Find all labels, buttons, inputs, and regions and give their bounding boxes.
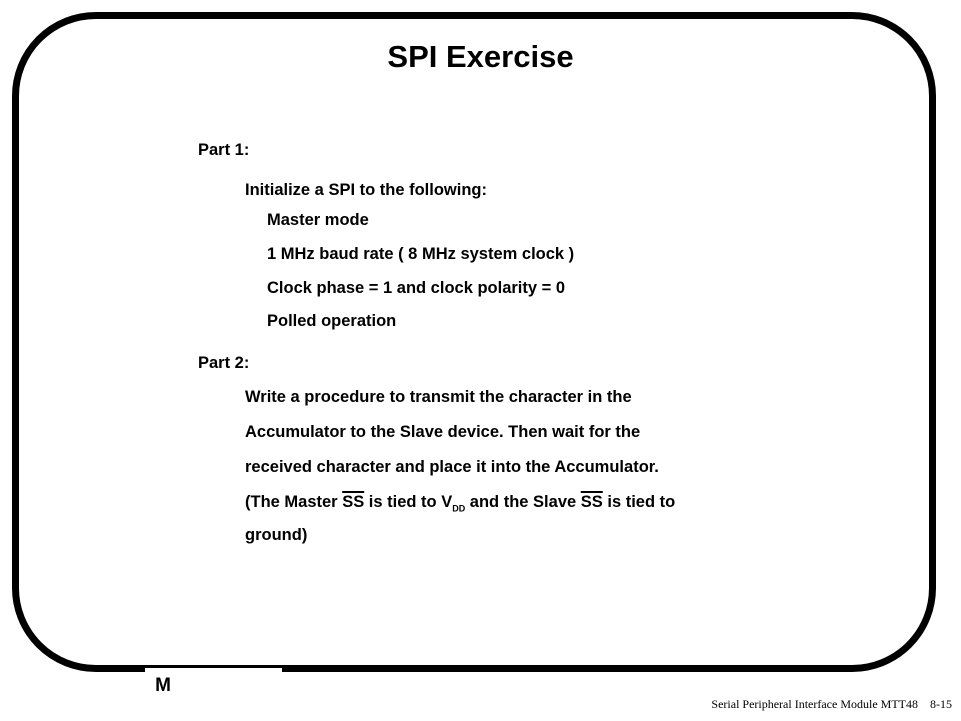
note-prefix: (The Master [245, 493, 343, 511]
slide-footer [711, 697, 952, 711]
part1-item: Clock phase = 1 and clock polarity = 0 [267, 279, 566, 297]
footer-text: Serial Peripheral Interface Module MTT48 [711, 697, 918, 711]
part2-line: Write a procedure to transmit the character in the [245, 388, 632, 406]
ss-signal-slave: $\overline{SS}$ [580, 493, 603, 511]
ss-signal-master: $\overline{SS}$ [342, 493, 365, 511]
part2-line: Accumulator to the Slave device. Then wait for the [245, 423, 641, 441]
page-number: 8-15 [930, 697, 952, 711]
part2-note-last: ground) [245, 526, 308, 544]
note-mid1: is tied to V [364, 493, 453, 511]
part1-heading: Part 1: [198, 141, 250, 159]
company-logo: M [155, 675, 171, 696]
part2-line: received character and place it into the Accumulator. [245, 458, 659, 476]
part1-item: 1 MHz baud rate ( 8 MHz system clock ) [267, 245, 575, 263]
part1-item: Master mode [267, 211, 369, 229]
part1-intro: Initialize a SPI to the following: [245, 181, 488, 199]
part2-heading: Part 2: [198, 354, 250, 372]
part1-item: Polled operation [267, 312, 397, 330]
part2-note-line [245, 492, 675, 518]
slide-title: SPI Exercise [387, 39, 574, 74]
vdd-subscript: DD [452, 503, 466, 514]
slide-border [12, 12, 936, 672]
note-mid2: and the Slave [465, 493, 581, 511]
note-suffix: is tied to [602, 493, 676, 511]
